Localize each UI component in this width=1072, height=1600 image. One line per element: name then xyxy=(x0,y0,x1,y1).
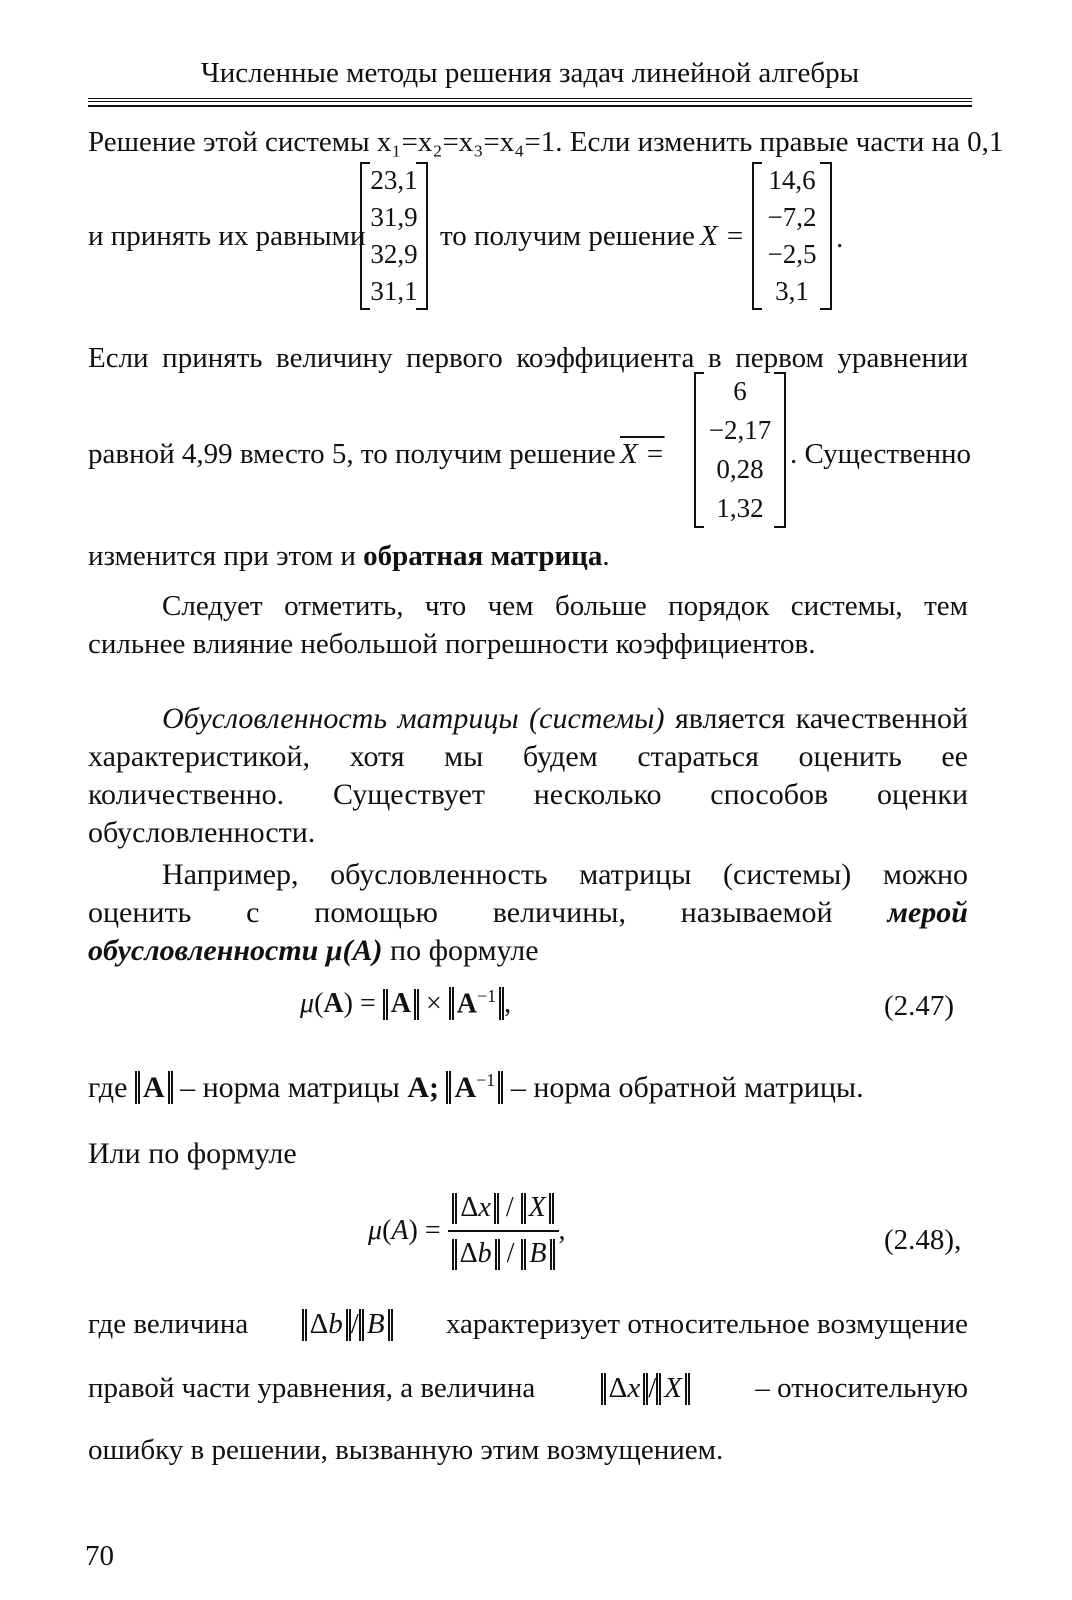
eq-norm-a-inv: $A^{-1}$ xyxy=(449,987,504,1020)
running-header: Численные методы решения задач линейной алгебры xyxy=(200,57,860,89)
matrix-cell: 6 xyxy=(733,376,747,406)
text-or-formula: Или по формуле xyxy=(88,1137,297,1170)
text-characterizes: характеризует относительное возмущение xyxy=(445,1308,968,1340)
term-conditioning: Обусловленность матрицы (системы) xyxy=(162,702,665,735)
matrix-cell: −7,2 xyxy=(767,202,817,232)
text-relative: – относительную xyxy=(755,1372,968,1404)
paragraph-note-text: Следует отметить, что чем больше порядок системы, тем сильнее влияние небольшой погрешности коэффициентов. xyxy=(88,590,968,660)
matrix-cell: 32,9 xyxy=(370,239,418,269)
equation-2-47: $\mu(A) = A \times A^{-1}$ , xyxy=(300,985,512,1019)
text-inverse-prefix: изменится при этом и xyxy=(88,540,364,572)
paragraph-conditioning xyxy=(88,700,968,852)
paragraph-measure-end: по формуле xyxy=(382,934,539,967)
matrix-cell: 14,6 xyxy=(768,165,816,195)
text-error-in-solution: ошибку в решении, вызванную этим возмущением. xyxy=(88,1434,724,1466)
text-where-magnitude xyxy=(88,1306,968,1344)
equation-number-2-47: (2.47) xyxy=(884,990,955,1022)
rhs-matrix xyxy=(360,162,428,310)
term-inverse-matrix: обратная матрица xyxy=(363,540,603,572)
paragraph-conditioning-text: является качественной характеристикой, хотя мы будем стараться оценить ее количественно. Существует несколько способов оценки обусловленности. xyxy=(88,702,968,849)
header-rule xyxy=(88,98,972,107)
text-then-solution: то получим решение xyxy=(440,220,695,252)
equation-2-48: μ(A) = $\frac{\Delta x / X}{\Delta b / B}$ , xyxy=(368,1190,566,1273)
text-line-solution-text: Решение этой системы x₁=x₂=x₃=x₄=1. Если изменить правые части на 0,1 xyxy=(88,126,1004,158)
text-where-value: где величина xyxy=(88,1308,249,1340)
matrix-cell: 31,1 xyxy=(370,276,418,306)
matrix-cell: 3,1 xyxy=(775,276,809,306)
matrix-cell: 31,9 xyxy=(370,202,418,232)
text-rhs-value xyxy=(88,1370,968,1408)
paragraph-note xyxy=(88,588,968,663)
matrix-cell: 23,1 xyxy=(370,165,418,195)
text-line-solution xyxy=(88,124,1004,162)
text-right-side: правой части уравнения, а величина xyxy=(88,1372,536,1404)
inline-norm-a-inv: $A^{-1}$ xyxy=(446,1071,503,1104)
text-norm-of-inverse: – норма обратной матрицы. xyxy=(510,1071,864,1104)
text-equal-499: равной 4,99 вместо 5, то получим решение xyxy=(88,438,616,470)
inline-norm-a: A xyxy=(135,1071,173,1104)
solution-matrix-2 xyxy=(694,372,786,528)
inline-ratio-x: Δx / X xyxy=(601,1370,690,1408)
paragraph-measure-text: Например, обусловленность матрицы (системы) можно оценить с помощью величины, называемой xyxy=(88,858,968,929)
matrix-cell: 0,28 xyxy=(716,454,764,484)
x-equals-label: X = xyxy=(700,220,745,252)
text-norm-of-matrix: – норма матрицы xyxy=(180,1071,400,1104)
solution-matrix-1 xyxy=(752,162,832,310)
period-mark: . xyxy=(836,222,844,254)
text-significantly: . Существенно xyxy=(790,438,972,470)
equation-number-2-48: (2.48), xyxy=(884,1224,962,1256)
matrix-cell: 1,32 xyxy=(716,493,764,523)
text-inverse-suffix: . xyxy=(602,540,610,572)
term-condition-measure: мерой обусловленности μ(A) xyxy=(88,896,968,967)
x-bar-label: X = xyxy=(620,438,665,470)
text-and-take-equal: и принять их равными xyxy=(88,220,366,252)
matrix-cell: −2,17 xyxy=(708,415,772,445)
inline-ratio-b: Δb / B xyxy=(302,1306,393,1344)
eq-fraction: $\frac{\Delta x / X}{\Delta b / B}$ xyxy=(448,1190,559,1273)
text-line-coefficient: Если принять величину первого коэффициента в первом уравнении xyxy=(88,342,968,374)
matrix-cell: −2,5 xyxy=(767,239,817,269)
page-number: 70 xyxy=(85,1540,114,1572)
eq-norm-a: A xyxy=(383,989,419,1020)
paragraph-measure xyxy=(88,856,968,970)
eq-mu-a: μ(A) = xyxy=(300,988,383,1019)
text-where: где xyxy=(88,1071,128,1104)
text-line-inverse xyxy=(88,538,610,576)
text-where-norm: где A – норма матрицы A; $A^{-1}$ – норма обратной матрицы. xyxy=(88,1070,864,1104)
